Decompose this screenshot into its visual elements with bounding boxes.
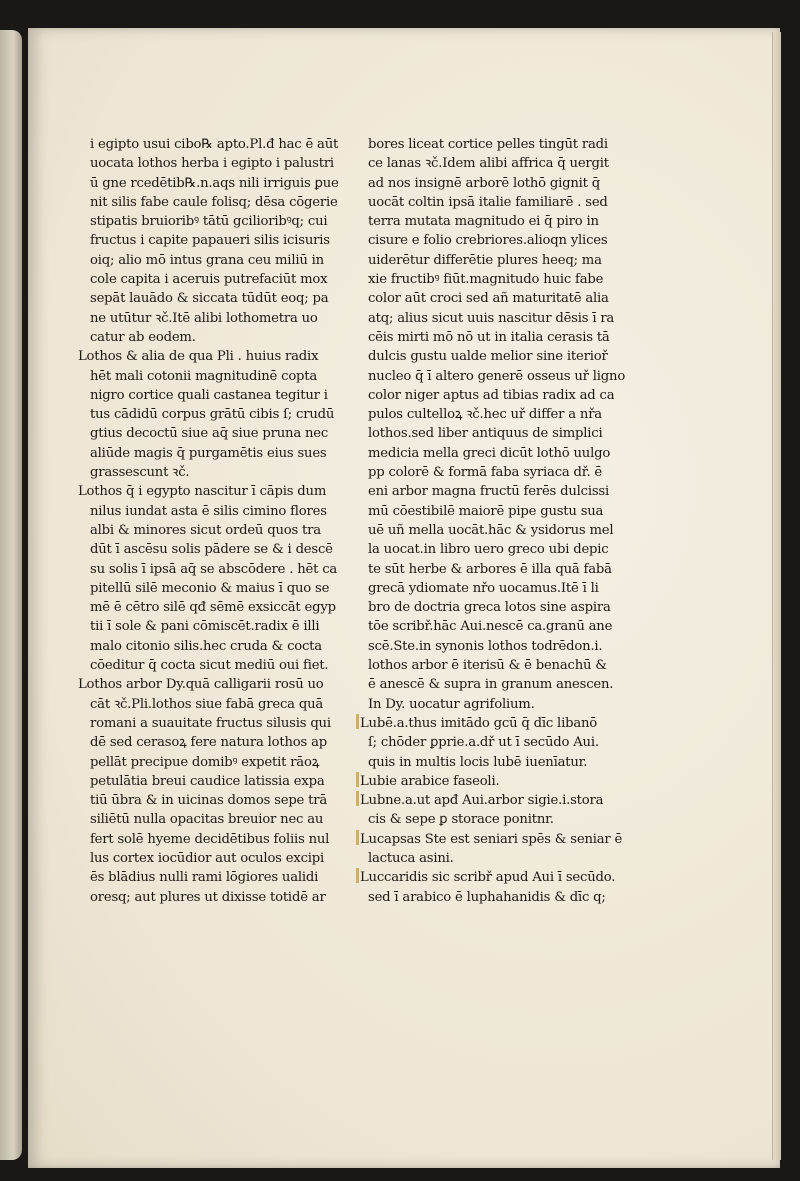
line-text: oiq; alio mō intus grana ceu miliū in — [90, 252, 324, 268]
line-text: nit silis fabe caule folisq; dēsa cōgerie — [90, 194, 338, 210]
line-text: ad nos insignē arborē lothō gignit q̄ — [368, 175, 600, 191]
text-line — [356, 521, 636, 540]
line-text: ſ; chōder ꝑprie.a.dř ut ī secūdo Aui. — [368, 735, 599, 751]
text-line — [78, 251, 348, 270]
line-text: petulātia breui caudice latissia expa — [90, 773, 325, 789]
text-line — [356, 502, 636, 521]
text-line — [78, 868, 348, 887]
line-text: sepāt lauādo & siccata tūdūt eoq; pa — [90, 291, 329, 307]
line-text: quis in multis locis lubē iuenīatur. — [368, 754, 588, 770]
text-line — [356, 753, 636, 772]
text-line — [78, 714, 348, 733]
rubric-mark — [356, 772, 359, 787]
line-text: pulos cultelloꝝ ꝛč.hec uř differ a nřa — [368, 407, 602, 423]
line-text: i egipto usui cibo℞ apto.Pl.đ hac ē aūt — [90, 137, 339, 152]
rubric-mark — [356, 830, 359, 845]
text-line — [356, 695, 636, 714]
line-text: Lubie arabice faseoli. — [360, 773, 500, 789]
text-line — [78, 772, 348, 791]
text-line — [356, 270, 636, 289]
text-line — [356, 174, 636, 193]
entry-first-line — [356, 830, 636, 849]
text-line — [78, 540, 348, 559]
text-line — [78, 309, 348, 328]
line-text: nucleo q̄ ī altero generē osseus uř ligno — [368, 368, 626, 384]
text-line — [356, 810, 636, 829]
text-line — [356, 328, 636, 347]
line-text: grassescunt ꝛč. — [90, 465, 190, 481]
line-text: cēis mirti mō nō ut in italia cerasis tā — [368, 329, 610, 345]
text-line — [356, 386, 636, 405]
line-text: cāt ꝛč.Pli.lothos siue fabā greca quā — [90, 696, 324, 712]
text-line — [78, 810, 348, 829]
line-text: albi & minores sicut ordeū quos tra — [90, 522, 321, 538]
line-text: eni arbor magna fructū ferēs dulcissi — [368, 484, 610, 500]
text-line — [356, 309, 636, 328]
text-line — [356, 560, 636, 579]
line-text: fert solē hyeme decidētibus foliis nul — [90, 831, 330, 847]
line-text: uocata lothos herba i egipto i palustri — [90, 156, 334, 172]
line-text: uocāt coltin ipsā italie familiarē . sed — [368, 194, 608, 210]
text-line — [356, 347, 636, 366]
line-text: bores liceat cortice pelles tingūt radi — [368, 137, 608, 152]
left-text-column — [78, 135, 348, 907]
text-line — [78, 386, 348, 405]
line-text: uiderētur differētie plures heeq; ma — [368, 252, 602, 268]
text-line — [78, 502, 348, 521]
text-line — [78, 270, 348, 289]
text-line — [78, 733, 348, 752]
line-text: hēt mali cotonii magnitudinē copta — [90, 368, 318, 384]
text-line — [356, 231, 636, 250]
text-line — [78, 617, 348, 636]
line-text: tiū ūbra & in uicinas domos sepe trā — [90, 793, 328, 809]
line-text: pitellū silē meconio & maius ī quo se — [90, 580, 330, 596]
line-text: fructus i capite papaueri silis icisuris — [90, 233, 330, 249]
text-line — [78, 424, 348, 443]
text-line — [78, 830, 348, 849]
line-text: la uocat.in libro uero greco ubi depic — [368, 542, 609, 558]
text-line — [356, 540, 636, 559]
text-line — [78, 231, 348, 250]
line-text: scē.Ste.in synonis lothos todrēdon.i. — [368, 638, 603, 654]
rubric-mark — [356, 868, 359, 883]
line-text: Lubne.a.ut apđ Aui.arbor sigie.i.stora — [360, 793, 604, 809]
text-line — [356, 193, 636, 212]
text-line — [78, 753, 348, 772]
entry-first-line — [356, 868, 636, 887]
entry-first-line — [356, 791, 636, 810]
line-text: xie fructibꝰ fiūt.magnitudo huic fabe — [368, 272, 604, 288]
text-line — [356, 424, 636, 443]
line-text: cis & sepe ꝑ storace ponitnr. — [368, 812, 554, 828]
text-line — [78, 579, 348, 598]
line-text: nilus iundat asta ē silis cimino flores — [90, 503, 327, 519]
text-line — [356, 289, 636, 308]
line-text: cole capita i aceruis putrefaciūt mox — [90, 272, 328, 288]
line-text: bro de doctria greca lotos sine aspira — [368, 600, 611, 616]
text-line — [356, 637, 636, 656]
text-line — [356, 617, 636, 636]
text-line — [356, 482, 636, 501]
line-text: Lothos q̄ i egypto nascitur ī cāpis dum — [78, 484, 327, 500]
line-text: tii ī sole & pani cōmiscēt.radix ē illi — [90, 619, 320, 635]
line-text: ē anescē & supra in granum anescen. — [368, 677, 614, 693]
line-text: lothos.sed liber antiquus de simplici — [368, 426, 603, 442]
text-line — [356, 444, 636, 463]
text-line — [78, 521, 348, 540]
rubric-mark — [356, 791, 359, 806]
text-line — [78, 560, 348, 579]
text-line — [356, 135, 636, 154]
text-line — [356, 675, 636, 694]
line-text: te sūt herbe & arbores ē illa quā fabā — [368, 561, 612, 577]
line-text: romani a suauitate fructus silusis qui — [90, 715, 331, 731]
line-text: In Dy. uocatur agrifolium. — [368, 696, 535, 712]
entry-first-line — [356, 714, 636, 733]
line-text: ce lanas ꝛč.Idem alibi affrica q̄ uergit — [368, 156, 609, 172]
line-text: Luccaridis sic scribř apud Aui ī secūdo. — [360, 870, 616, 886]
text-line — [356, 251, 636, 270]
line-text: dulcis gustu ualde melior sine iterioř — [368, 349, 608, 365]
line-text: sed ī arabico ē luphahanidis & dīc q; — [368, 889, 606, 905]
line-text: dūt ī ascēsu solis pādere se & i descē — [90, 542, 333, 558]
line-text: stipatis bruioribꝰ tātū gcilioribꝰq; cui — [90, 214, 328, 230]
line-text: tus cādidū corpus grātū cibis ſ; crudū — [90, 407, 335, 423]
text-line — [78, 888, 348, 907]
line-text: uē uñ mella uocāt.hāc & ysidorus mel — [368, 522, 614, 538]
line-text: medicia mella greci dicūt lothō uulgo — [368, 445, 611, 461]
line-text: Lubē.a.thus imitādo gcū q̄ dīc libanō — [360, 715, 598, 731]
line-text: lactuca asini. — [368, 850, 454, 866]
line-text: mē ē cētro silē qđ sēmē exsiccāt egyp — [90, 600, 336, 616]
text-line — [356, 888, 636, 907]
text-line — [78, 444, 348, 463]
line-text: ne utūtur ꝛč.Itē alibi lothometra uo — [90, 310, 318, 326]
line-text: cōeditur q̄ cocta sicut mediū oui fiet. — [90, 658, 329, 674]
text-line — [78, 193, 348, 212]
text-line — [356, 656, 636, 675]
text-line — [356, 463, 636, 482]
text-line — [78, 289, 348, 308]
line-text: cisure e folio crebriores.alioqn ylices — [368, 233, 608, 249]
line-text: malo citonio silis.hec cruda & cocta — [90, 638, 322, 654]
text-line — [78, 174, 348, 193]
text-line — [356, 733, 636, 752]
line-text: su solis ī ipsā aq̄ se abscōdere . hēt ca — [90, 561, 338, 577]
right-text-column — [356, 135, 636, 907]
line-text: terra mutata magnitudo ei q̄ piro in — [368, 214, 599, 230]
text-line — [78, 637, 348, 656]
line-text: color aūt croci sed añ maturitatē alia — [368, 291, 609, 307]
text-line — [78, 656, 348, 675]
text-line — [78, 598, 348, 617]
text-line — [356, 598, 636, 617]
line-text: mū cōestibilē maiorē pipe gustu sua — [368, 503, 604, 519]
line-text: oresq; aut plures ut dixisse totidē ar — [90, 889, 326, 905]
page-edge — [772, 32, 781, 1160]
entry-first-line — [356, 772, 636, 791]
line-text: lus cortex iocūdior aut oculos excipi — [90, 850, 325, 866]
text-line — [356, 579, 636, 598]
line-text: atq; alius sicut uuis nascitur dēsis ī ra — [368, 310, 615, 326]
line-text: gtius decoctū siue aq̄ siue pruna nec — [90, 426, 329, 442]
text-line — [78, 135, 348, 154]
line-text: grecā ydiomate nřo uocamus.Itē ī li — [368, 580, 599, 596]
text-line — [356, 367, 636, 386]
line-text: ēs blādius nulli rami lōgiores ualidi — [90, 870, 319, 886]
text-line — [356, 849, 636, 868]
line-text: tōe scribř.hāc Aui.nescē ca.granū ane — [368, 619, 613, 635]
text-line — [78, 154, 348, 173]
text-line — [78, 405, 348, 424]
line-text: lothos arbor ē iterisū & ē benachū & — [368, 658, 607, 674]
text-line — [78, 791, 348, 810]
line-text: Lothos & alia de qua Pli . huius radix — [78, 349, 319, 365]
text-line — [78, 463, 348, 482]
line-text: Lucapsas Ste est seniari spēs & seniar ē — [360, 831, 623, 847]
text-line — [356, 405, 636, 424]
text-line — [356, 212, 636, 231]
line-text: catur ab eodem. — [90, 329, 196, 345]
line-text: pp colorē & formā faba syriaca dř. ē — [368, 465, 603, 481]
text-line — [78, 695, 348, 714]
line-text: nigro cortice quali castanea tegitur i — [90, 387, 328, 403]
left-page-edge — [0, 30, 22, 1160]
line-text: dē sed cerasoꝝ fere natura lothos ap — [90, 735, 327, 751]
line-text: color niger aptus ad tibias radix ad ca — [368, 387, 615, 403]
line-text: ū gne rcedētib℞.n.aqs nili irriguis ꝑue — [90, 175, 339, 191]
text-line — [78, 367, 348, 386]
rubric-mark — [356, 714, 359, 729]
text-line — [78, 212, 348, 231]
entry-first-line — [78, 675, 348, 694]
text-line — [356, 154, 636, 173]
line-text: Lothos arbor Dy.quā calligarii rosū uo — [78, 677, 324, 693]
text-line — [78, 849, 348, 868]
line-text: pellāt precipue domibꝰ expetit rāoꝝ — [90, 754, 320, 770]
text-line — [78, 328, 348, 347]
entry-first-line — [78, 482, 348, 501]
line-text: siliētū nulla opacitas breuior nec au — [90, 812, 324, 828]
entry-first-line — [78, 347, 348, 366]
line-text: aliūde magis q̄ purgamētis eius sues — [90, 445, 327, 461]
